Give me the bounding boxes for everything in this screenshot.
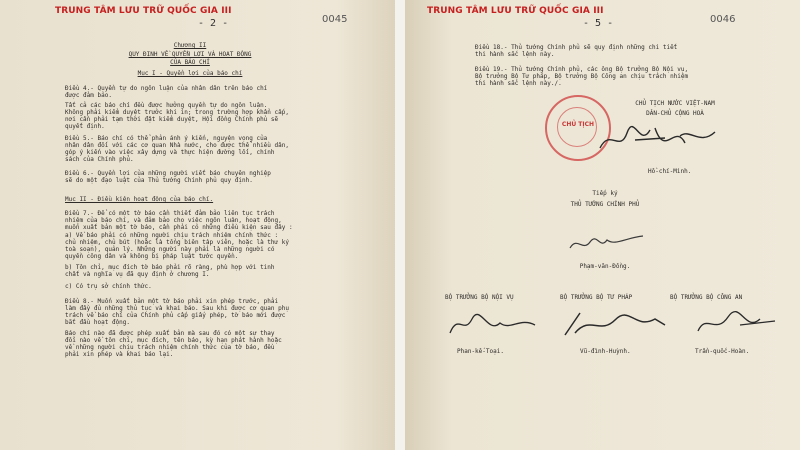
president-title-2: DÂN-CHỦ CỘNG HOÀ: [646, 110, 704, 117]
chapter-title: Chương II: [173, 42, 207, 49]
archive-label-left: TRUNG TÂM LƯU TRỮ QUỐC GIA III: [55, 6, 232, 16]
chapter-subtitle-1: QUY ĐỊNH VỀ QUYỀN LỢI VÀ HOẠT ĐỘNG: [128, 51, 252, 58]
pm-title: THỦ TƯỚNG CHÍNH PHỦ: [570, 201, 640, 208]
minister-1-title: BỘ TRƯỞNG BỘ NỘI VỤ: [445, 294, 514, 301]
page-number-right: - 5 -: [583, 18, 614, 29]
president-name: Hồ-chí-Minh.: [648, 168, 692, 175]
minister-2-title: BỘ TRƯỞNG BỘ TƯ PHÁP: [560, 294, 633, 301]
pm-name: Phạm-văn-Đồng.: [579, 263, 631, 270]
minister-2-name: Vũ-đình-Huỳnh.: [580, 348, 631, 355]
article-5: Điều 5.- Báo chí có thể phản ánh ý kiến, nguyện vọng của nhân dân đối với các cơ quan Nhà nước, cho được thể nhiều dân, góp ý kiến vào việc xây dựng và thực hiện đường lối, chính sách của Chính phủ.: [65, 135, 289, 163]
section-1-title: Mục I - Quyền lợi của báo chí: [137, 70, 243, 77]
article-8-body: Báo chí nào đã được phép xuất bản mà sau đó có một sự thay đổi nào về tôn chỉ, mục đích, tên báo, kỳ hạn phát hành hoặc về những người chịu trách nhiệm chính thức của tờ báo, đều phải xin phép và khai báo lại.: [65, 330, 282, 358]
article-7: Điều 7.- Để có một tờ báo cần thiết đảm bảo liên tục trách nhiệm của báo chí, và đảm bảo cho việc ngôn luận, hoạt động, muốn xuất bản một tờ báo, cần phải có những điều kiện sau đây :: [65, 210, 293, 231]
article-7-b: b) Tôn chỉ, mục đích tờ báo phải rõ ràng, phù hợp với tinh chất và nghĩa vụ đã quy định ở chương I.: [65, 264, 275, 278]
ministers-signatures: [440, 305, 790, 350]
chapter-subtitle-2: CỦA BÁO CHÍ: [170, 59, 210, 66]
president-signature: [595, 118, 725, 163]
countersign-label: Tiếp ký: [592, 190, 618, 197]
article-4-body: Tất cả các báo chí đều được hưởng quyền tự do ngôn luận. Không phải kiểm duyệt trước khi in; trong trường hợp khẩn cấp, nơi cần phải tạm thời đặt kiểm duyệt, Hội đồng Chính phủ sẽ quyết định.: [65, 102, 289, 130]
page-number-left: - 2 -: [198, 18, 229, 29]
article-8: Điều 8.- Muốn xuất bản một tờ báo phải xin phép trước, phải làm đầy đủ những thủ tục và khai báo. Sau khi được cơ quan phụ trách về báo chí của Chính phủ cấp giấy phép, tờ báo mới được bắt đầu hoạt động.: [65, 298, 289, 326]
article-4: Điều 4.- Quyền tự do ngôn luận của nhân dân trên báo chí được đảm bảo.: [65, 85, 268, 99]
archive-label-right: TRUNG TÂM LƯU TRỮ QUỐC GIA III: [427, 6, 604, 16]
section-2-title: Mục II - Điều kiện hoạt động của báo chí.: [65, 196, 214, 203]
right-page: [405, 0, 800, 450]
article-18: Điều 18.- Thủ tướng Chính phủ sẽ quy định những chi tiết thi hành sắc lệnh này.: [475, 44, 678, 58]
left-page: [0, 0, 395, 450]
minister-1-name: Phan-kế-Toại.: [457, 348, 504, 355]
article-19: Điều 19.- Thủ tướng Chính phủ, các ông Bộ trưởng Bộ Nội vụ, Bộ trưởng Bộ Tư pháp, Bộ trưởng Bộ Công an chịu trách nhiệm thi hành sắc lệnh này./.: [475, 66, 689, 87]
book-gutter: [395, 0, 405, 450]
folio-number-right: 0046: [710, 14, 736, 25]
minister-3-title: BỘ TRƯỞNG BỘ CÔNG AN: [670, 294, 743, 301]
minister-3-name: Trần-quốc-Hoàn.: [695, 348, 750, 355]
pm-signature: [565, 228, 655, 258]
folio-number-left: 0045: [322, 14, 348, 25]
seal-text: CHỦ TỊCH: [561, 121, 595, 128]
article-7-c: c) Có trụ sở chính thức.: [65, 283, 152, 290]
article-7-a: a) Về báo phải có những người chịu trách nhiệm chính thức : chủ nhiệm, chủ bút (hoặc là tổng biên tập viên, hoặc là thư ký toà soạn), quản lý. Những người này phải là những người có quyền công dân và không bị pháp luật tước quyền.: [65, 232, 289, 260]
article-6: Điều 6.- Quyền lợi của những người viết báo chuyên nghiệp sẽ do một đạo luật của Thủ tướng Chính phủ quy định.: [65, 170, 271, 184]
president-title-1: CHỦ TỊCH NƯỚC VIỆT-NAM: [635, 100, 715, 107]
